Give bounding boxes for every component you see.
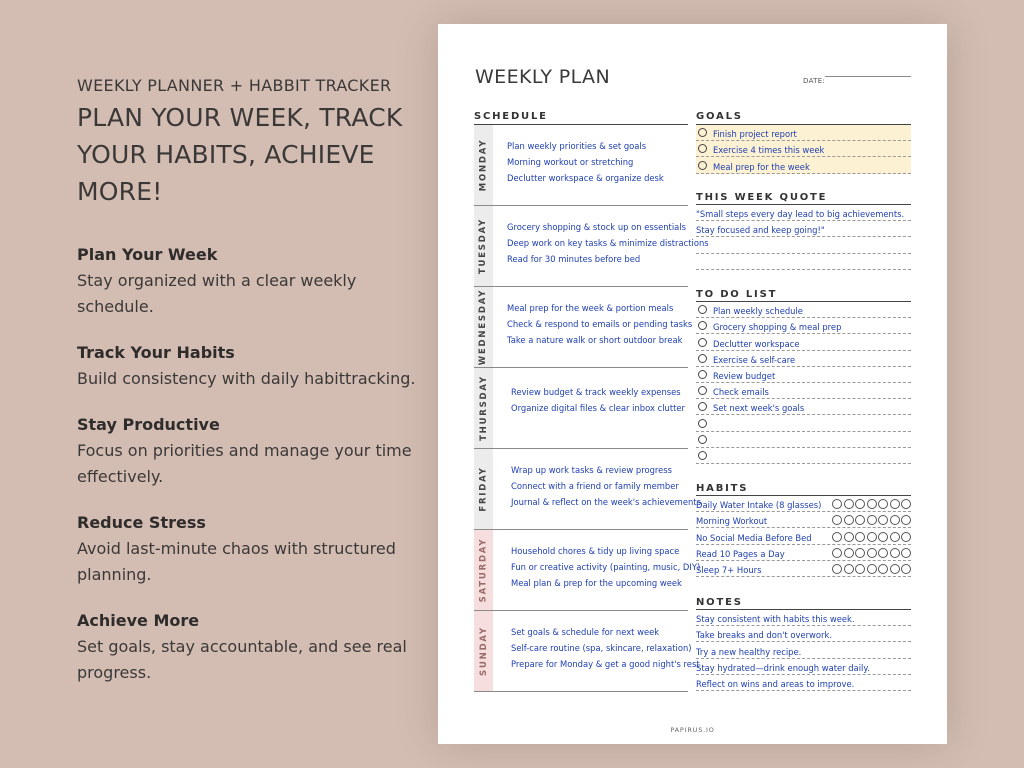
schedule-task[interactable]: Check & respond to emails or pending tasks: [507, 319, 693, 330]
feature-item: [77, 608, 437, 686]
feature-list: [77, 242, 437, 686]
notes-heading: NOTES: [696, 597, 743, 608]
habit-day-circle-icon[interactable]: [878, 548, 888, 558]
day-block-sunday: [474, 611, 700, 692]
note-text: Stay hydrated—drink enough water daily.: [696, 662, 870, 673]
quote-line[interactable]: [696, 254, 911, 270]
note-line[interactable]: [696, 642, 911, 658]
feature-desc-line: Build consistency with daily habittracking.: [77, 369, 416, 388]
goal-text: Meal prep for the week: [713, 161, 810, 172]
schedule-task[interactable]: Connect with a friend or family member: [511, 481, 679, 492]
habit-day-circle-icon[interactable]: [890, 515, 900, 525]
feature-item: [77, 242, 437, 320]
todo-row[interactable]: [696, 448, 911, 464]
habit-day-circle-icon[interactable]: [844, 548, 854, 558]
habit-day-circle-icon[interactable]: [867, 499, 877, 509]
habit-day-circle-icon[interactable]: [832, 564, 842, 574]
goal-row[interactable]: [696, 157, 911, 173]
todo-row[interactable]: [696, 367, 911, 383]
todo-row[interactable]: [696, 383, 911, 399]
day-band: [474, 368, 493, 448]
habit-tracker-circles: [832, 532, 911, 542]
promo-panel: [77, 76, 437, 706]
todo-row[interactable]: [696, 318, 911, 334]
day-task-list: [511, 624, 700, 673]
planner-sheet: [438, 24, 947, 744]
note-text: Stay consistent with habits this week.: [696, 614, 855, 625]
todo-text: Declutter workspace: [713, 338, 800, 349]
checkbox-circle-icon[interactable]: [698, 402, 707, 411]
habit-day-circle-icon[interactable]: [844, 532, 854, 542]
habit-day-circle-icon[interactable]: [901, 515, 911, 525]
todo-text: Review budget: [713, 370, 776, 381]
schedule-task[interactable]: Grocery shopping & stock up on essentials: [507, 222, 686, 232]
habit-day-circle-icon[interactable]: [901, 499, 911, 509]
feature-item: [77, 340, 437, 392]
day-label: THURSDAY: [478, 375, 489, 441]
sheet-footer: PAPIRUS.IO: [670, 726, 715, 734]
habit-day-circle-icon[interactable]: [832, 548, 842, 558]
todo-text: Grocery shopping & meal prep: [713, 322, 842, 333]
checkbox-circle-icon[interactable]: [698, 144, 707, 153]
schedule-task[interactable]: Take a nature walk or short outdoor break: [507, 335, 683, 346]
habit-day-circle-icon[interactable]: [867, 564, 877, 574]
quote-line[interactable]: [696, 237, 911, 253]
habit-name: Morning Workout: [696, 516, 768, 527]
feature-item: [77, 510, 437, 588]
habit-day-circle-icon[interactable]: [890, 564, 900, 574]
todo-row[interactable]: [696, 399, 911, 415]
schedule-task[interactable]: Plan weekly priorities & set goals: [507, 141, 647, 151]
habit-row[interactable]: [696, 528, 911, 544]
note-text: Take breaks and don't overwork.: [696, 630, 832, 641]
habit-name: No Social Media Before Bed: [696, 532, 812, 543]
day-block-tuesday: [474, 206, 709, 287]
feature-desc-line: Avoid last-minute chaos with structured: [77, 539, 396, 558]
day-band: [474, 125, 493, 205]
promo-kicker: WEEKLY PLANNER + HABBIT TRACKER: [77, 76, 392, 95]
checkbox-circle-icon[interactable]: [698, 435, 707, 444]
day-band: [474, 449, 493, 529]
schedule-task[interactable]: Meal plan & prep for the upcoming week: [511, 578, 682, 589]
schedule-task[interactable]: Declutter workspace & organize desk: [507, 173, 664, 184]
checkbox-circle-icon[interactable]: [698, 370, 707, 379]
checkbox-circle-icon[interactable]: [698, 321, 707, 330]
goal-text: Finish project report: [713, 129, 797, 140]
habit-day-circle-icon[interactable]: [867, 515, 877, 525]
headline-line: MORE!: [77, 177, 163, 206]
schedule-task[interactable]: Review budget & track weekly expenses: [511, 387, 681, 397]
habit-tracker-circles: [832, 515, 911, 525]
day-label: SATURDAY: [478, 537, 489, 603]
day-block-monday: [474, 125, 688, 206]
day-block-saturday: [474, 530, 701, 611]
habit-tracker-circles: [832, 548, 911, 558]
day-label: FRIDAY: [478, 466, 489, 512]
day-task-list: [507, 219, 709, 268]
habits-heading: HABITS: [696, 483, 749, 494]
feature-desc-line: Focus on priorities and manage your time: [77, 441, 412, 460]
checkbox-circle-icon[interactable]: [698, 354, 707, 363]
schedule-task[interactable]: Organize digital files & clear inbox clutter: [511, 403, 686, 414]
habit-day-circle-icon[interactable]: [855, 532, 865, 542]
schedule-task[interactable]: Read for 30 minutes before bed: [507, 254, 641, 265]
schedule-task[interactable]: Meal prep for the week & portion meals: [507, 303, 674, 313]
goal-row[interactable]: [696, 141, 911, 157]
todo-text: Set next week's goals: [713, 403, 805, 414]
habit-day-circle-icon[interactable]: [878, 499, 888, 509]
habit-day-circle-icon[interactable]: [878, 564, 888, 574]
sheet-title: WEEKLY PLAN: [475, 66, 611, 88]
habit-tracker-circles: [832, 564, 911, 574]
feature-desc-line: Stay organized with a clear weekly schedule.: [77, 271, 357, 316]
note-line[interactable]: [696, 675, 911, 691]
habit-day-circle-icon[interactable]: [832, 515, 842, 525]
checkbox-circle-icon[interactable]: [698, 451, 707, 460]
note-line[interactable]: [696, 659, 911, 675]
habit-day-circle-icon[interactable]: [878, 515, 888, 525]
habit-day-circle-icon[interactable]: [855, 515, 865, 525]
schedule-task[interactable]: Set goals & schedule for next week: [511, 627, 660, 637]
day-label: SUNDAY: [478, 626, 489, 676]
habit-row[interactable]: [696, 512, 911, 528]
day-label: MONDAY: [478, 138, 489, 192]
goal-text: Exercise 4 times this week: [713, 145, 825, 156]
feature-item: [77, 412, 437, 490]
habit-day-circle-icon[interactable]: [832, 532, 842, 542]
promo-headline: [77, 99, 437, 210]
habit-day-circle-icon[interactable]: [890, 548, 900, 558]
habit-day-circle-icon[interactable]: [890, 499, 900, 509]
feature-title: Achieve More: [77, 611, 200, 630]
todo-row[interactable]: [696, 415, 911, 431]
habit-day-circle-icon[interactable]: [844, 515, 854, 525]
quote-line[interactable]: [696, 205, 911, 221]
feature-desc-line: progress.: [77, 663, 152, 682]
feature-desc-line: Set goals, stay accountable, and see real: [77, 637, 407, 656]
schedule-task[interactable]: Wrap up work tasks & review progress: [511, 465, 673, 475]
headline-line: PLAN YOUR WEEK, TRACK: [77, 103, 403, 132]
day-task-list: [511, 543, 700, 592]
habit-day-circle-icon[interactable]: [901, 548, 911, 558]
feature-title: Plan Your Week: [77, 245, 218, 264]
habit-row[interactable]: [696, 545, 911, 561]
day-block-friday: [474, 449, 701, 530]
habit-row[interactable]: [696, 561, 911, 577]
schedule-task[interactable]: Self-care routine (spa, skincare, relaxation): [511, 643, 692, 654]
day-block-thursday: [474, 368, 688, 449]
todo-heading: TO DO LIST: [696, 289, 778, 300]
day-band: [474, 530, 493, 610]
habit-day-circle-icon[interactable]: [855, 564, 865, 574]
day-task-list: [507, 138, 664, 187]
day-band: [474, 611, 493, 691]
headline-line: YOUR HABITS, ACHIEVE: [77, 140, 375, 169]
schedule-task[interactable]: Fun or creative activity (painting, music, DIY): [511, 562, 701, 573]
quote-text: Stay focused and keep going!": [696, 225, 825, 236]
habit-day-circle-icon[interactable]: [878, 532, 888, 542]
feature-title: Reduce Stress: [77, 513, 206, 532]
checkbox-circle-icon[interactable]: [698, 128, 707, 137]
feature-desc-line: effectively.: [77, 467, 164, 486]
todo-row[interactable]: [696, 351, 911, 367]
habit-row[interactable]: [696, 496, 911, 512]
quote-text: "Small steps every day lead to big achievements.: [696, 209, 905, 220]
schedule-task[interactable]: Prepare for Monday & get a good night's rest: [511, 659, 700, 670]
todo-row[interactable]: [696, 302, 911, 318]
date-label: DATE:: [803, 77, 826, 85]
habit-day-circle-icon[interactable]: [855, 548, 865, 558]
day-label: WEDNESDAY: [478, 288, 489, 366]
feature-desc-line: planning.: [77, 565, 152, 584]
checkbox-circle-icon[interactable]: [698, 161, 707, 170]
checkbox-circle-icon[interactable]: [698, 338, 707, 347]
day-band: [474, 206, 493, 286]
habit-day-circle-icon[interactable]: [901, 564, 911, 574]
date-line: [825, 76, 911, 77]
feature-title: Track Your Habits: [77, 343, 235, 362]
habit-name: Read 10 Pages a Day: [696, 548, 785, 559]
checkbox-circle-icon[interactable]: [698, 386, 707, 395]
note-text: Reflect on wins and areas to improve.: [696, 678, 855, 689]
goal-row[interactable]: [696, 125, 911, 141]
quote-heading: THIS WEEK QUOTE: [696, 192, 828, 203]
todo-row[interactable]: [696, 334, 911, 350]
date-field: [803, 68, 911, 87]
todo-row[interactable]: [696, 432, 911, 448]
habit-day-circle-icon[interactable]: [844, 499, 854, 509]
habit-day-circle-icon[interactable]: [867, 532, 877, 542]
habit-day-circle-icon[interactable]: [832, 499, 842, 509]
schedule-task[interactable]: Morning workout or stretching: [507, 157, 634, 168]
day-band: [474, 287, 493, 367]
goals-heading: GOALS: [696, 111, 743, 122]
feature-title: Stay Productive: [77, 415, 220, 434]
day-task-list: [511, 384, 685, 416]
day-task-list: [511, 462, 701, 511]
habit-tracker-circles: [832, 499, 911, 509]
note-line[interactable]: [696, 626, 911, 642]
habit-day-circle-icon[interactable]: [855, 499, 865, 509]
schedule-task[interactable]: Deep work on key tasks & minimize distractions: [507, 238, 709, 249]
note-text: Try a new healthy recipe.: [696, 646, 802, 657]
schedule-task[interactable]: Journal & reflect on the week's achievements: [511, 497, 701, 508]
todo-text: Plan weekly schedule: [713, 306, 803, 317]
habit-day-circle-icon[interactable]: [890, 532, 900, 542]
day-block-wednesday: [474, 287, 693, 368]
habit-day-circle-icon[interactable]: [867, 548, 877, 558]
day-label: TUESDAY: [478, 217, 489, 275]
habit-name: Sleep 7+ Hours: [696, 564, 762, 575]
habit-day-circle-icon[interactable]: [844, 564, 854, 574]
todo-text: Check emails: [713, 387, 769, 398]
schedule-heading: SCHEDULE: [474, 111, 548, 122]
note-line[interactable]: [696, 610, 911, 626]
schedule-task[interactable]: Household chores & tidy up living space: [511, 546, 680, 556]
day-task-list: [507, 300, 692, 349]
habit-name: Daily Water Intake (8 glasses): [696, 500, 822, 511]
checkbox-circle-icon[interactable]: [698, 419, 707, 428]
habit-day-circle-icon[interactable]: [901, 532, 911, 542]
todo-text: Exercise & self-care: [713, 354, 796, 365]
checkbox-circle-icon[interactable]: [698, 305, 707, 314]
quote-line[interactable]: [696, 221, 911, 237]
